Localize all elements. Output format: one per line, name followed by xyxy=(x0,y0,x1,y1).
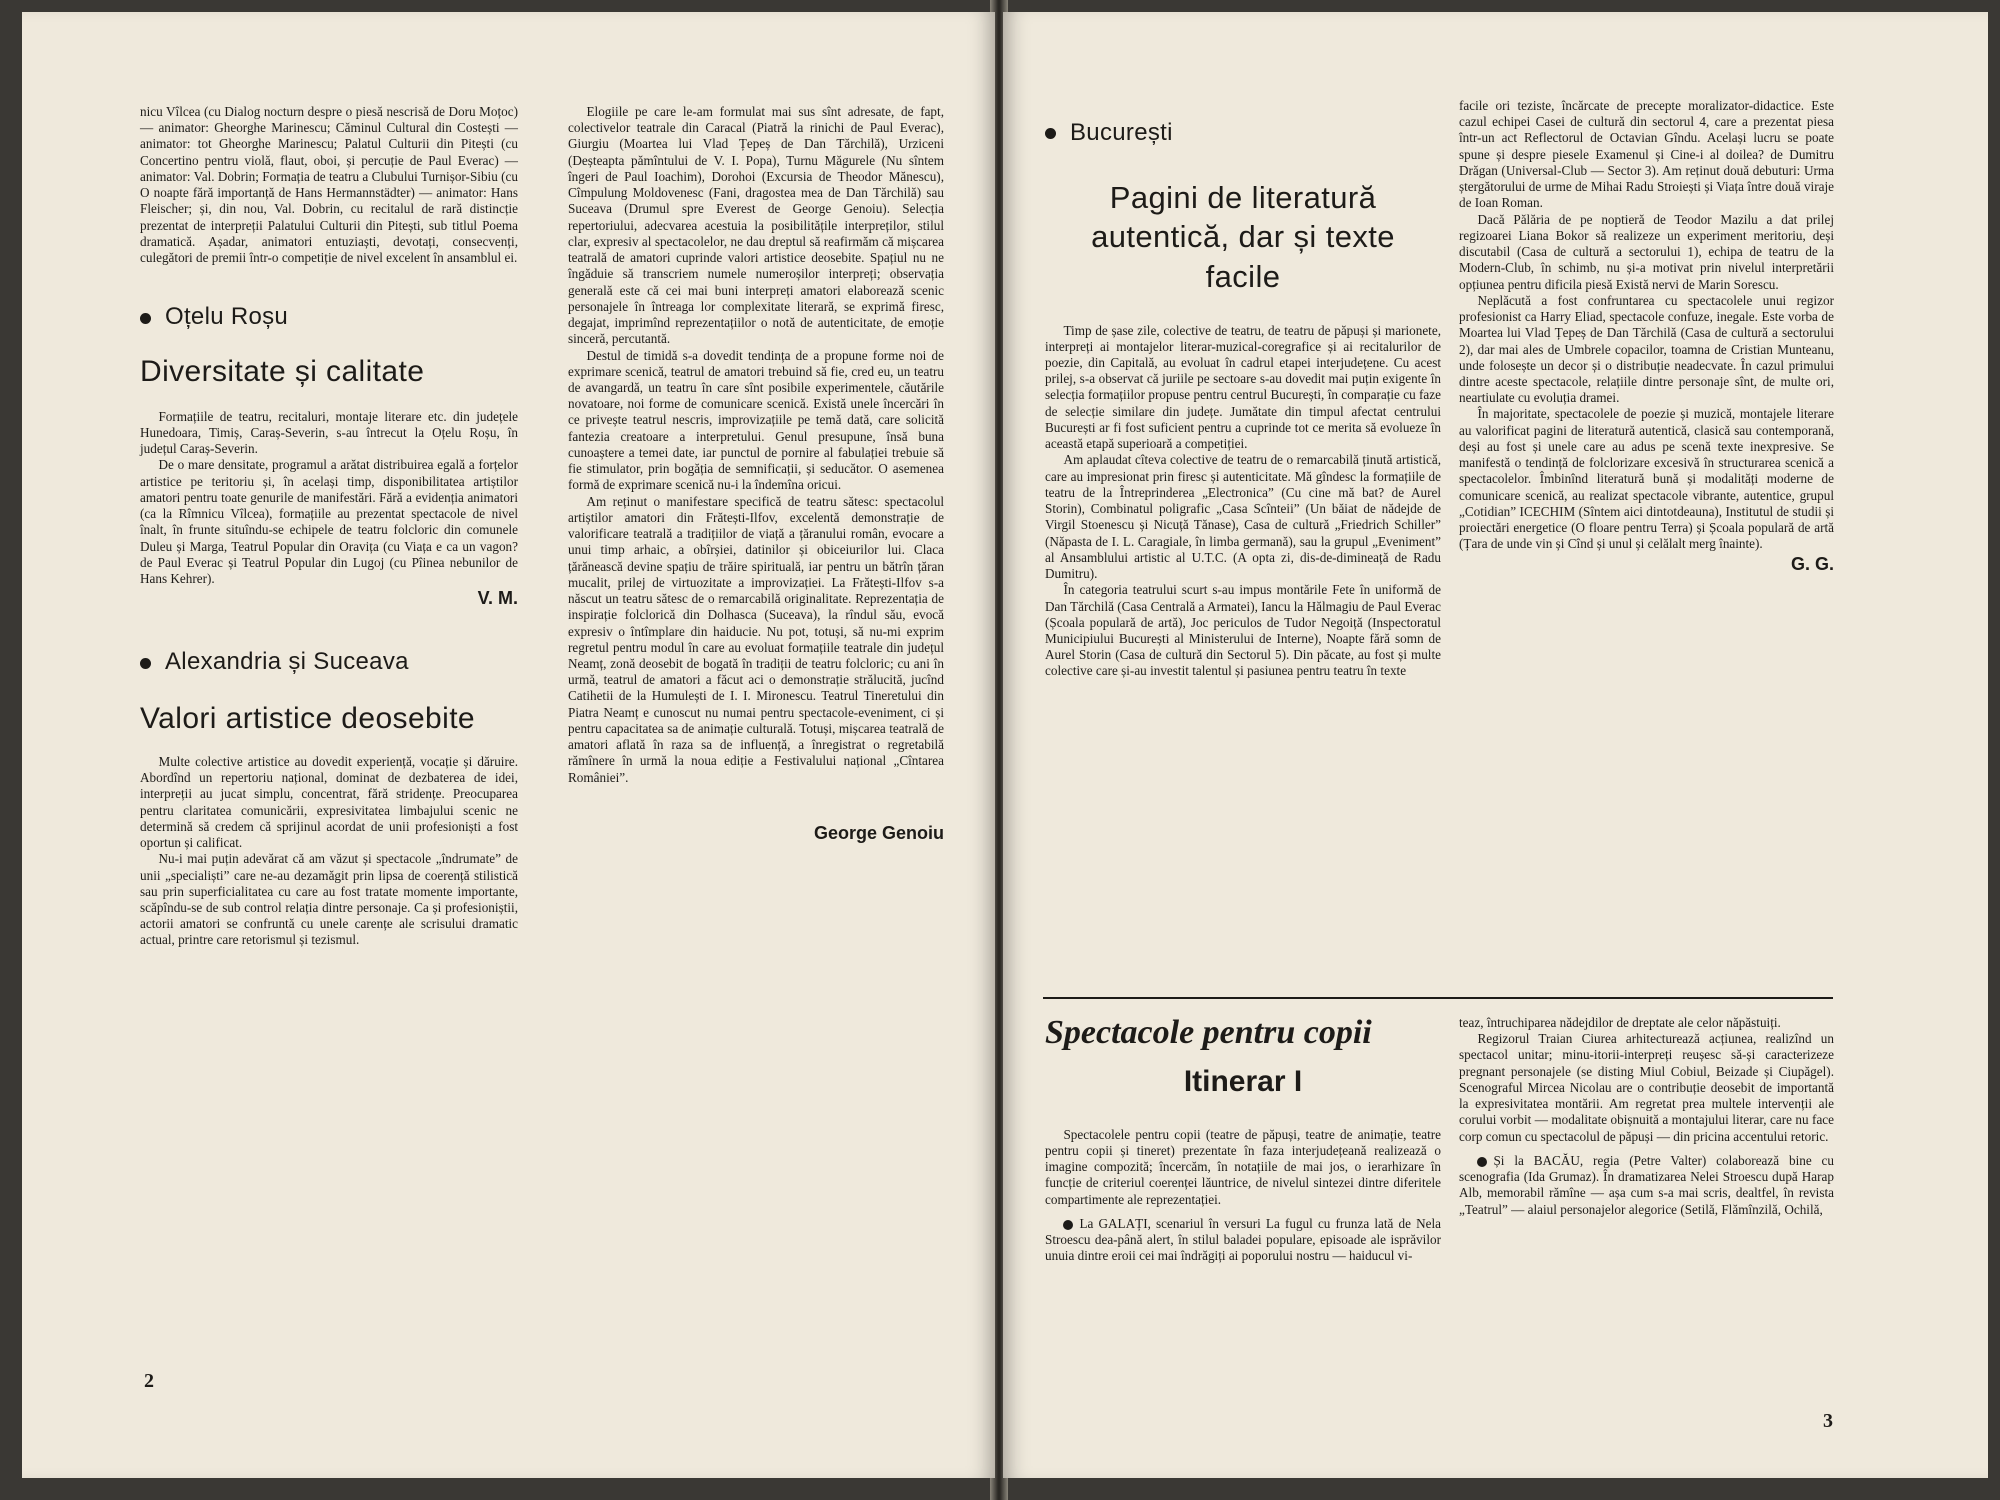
section-head-alexandria-suceava: Alexandria și Suceava xyxy=(140,647,518,677)
bullet-icon xyxy=(140,313,151,324)
paragraph: Elogiile pe care le-am formulat mai sus sînt adresate, de fapt, colectivelor teatrale din Caracal (Piatră la rinichi de Paul Everac), Giurgiu (Moartea lui Vlad Țepeș de Dan Tărchilă), Urziceni (Deșteapta pămîntului de V. I. Popa), Turnu Măgurele (Nu sîntem îngeri de Paul Ioachim), Dorohoi (Excursia de Theodor Mănescu), Cîmpulung Moldovenesc (Fani, dragostea mea de Dan Tărchilă) sau Suceava (Drumul spre Everest de George Genoiu). Selecția repertoriului, adecvarea acestuia la posibilitățile interpreților, stilul clar, expresiv al spectacolelor, ne dau dreptul să reafirmăm că mișcarea teatrală de amatori cuprinde valori artistice deosebite. Spațiul nu ne îngăduie să transcriem numele numeroșilor interpreți; observația generală este că cei mai buni interpreți amatori elaborează scenic personajele în întreaga lor complexitate literară, se exprimă firesc, degajat, imprimînd reprezentațiilor o notă de autenticitate, de emoție sinceră, percutantă. xyxy=(568,104,944,347)
paragraph: Destul de timidă s-a dovedit tendința de a propune forme noi de exprimare scenică, teatrul de amatori trebuind să fie, cred eu, un teatru de avangardă, un teatru în care sînt posibile experimentele, căutările novatoare, noi forme de comunicare scenică. Există unele încercări în ce privește teatrul nescris, improvizațiile pe temă dată, care solicită fantezia creatoare a interpretului. Genul presupune, însă buna cunoaștere a temei date, iar punctul de pornire al fabulației trebuie să fie stimulator, prin bogăția de semnificații, și seducător. O asemenea formă de exprimare scenică nu-i la îndemîna oricui. xyxy=(568,347,944,493)
continued-text: nicu Vîlcea (cu Dialog nocturn despre o piesă nescrisă de Doru Moțoc) — animator: Gheorghe Marinescu; Căminul Cultural din Costești — animator: tot Gheorghe Marinescu; Palatul Culturii din Pitești (cu Concertino pentru violă, flaut, oboi, și percuție de Paul Everac) — animator: Val. Dobrin; Formația de teatru a Clubului Turnișor-Sibiu (cu O noapte fără importanță de Hans Hermannstädter) — animator: Hans Fleischer; și, din nou, Val. Dobrin, cu recitalul de rară distincție prezentat de interpreții Palatului Culturii din Pitești, sub titlul Poema dramatică. Așadar, animatori entuziaști, devotați, consecvenți, culegători de premii într-o competiție de nivel excelent în ansamblul ei. xyxy=(140,104,518,266)
section-divider xyxy=(1043,997,1833,999)
children-column-2 xyxy=(1459,1015,1834,1218)
bullet-icon xyxy=(1063,1220,1073,1230)
page-number: 2 xyxy=(144,1370,154,1392)
bullet-icon xyxy=(1045,128,1056,139)
signature: G. G. xyxy=(1790,553,1834,574)
right-column-1 xyxy=(1045,118,1441,680)
section-head-bucuresti: București xyxy=(1045,118,1441,148)
page-number: 3 xyxy=(1823,1410,1833,1432)
headline-pagini: Pagini de literatură autentică, dar și texte facile xyxy=(1091,179,1395,294)
signature: V. M. xyxy=(477,588,518,609)
headline-spectacole-copii: Spectacole pentru copii xyxy=(1045,1014,1372,1051)
left-column-1 xyxy=(140,104,518,949)
paragraph: În majoritate, spectacolele de poezie și muzică, montajele literare au valorificat pagini de literatură autentică, clasică sau contemporană, deși au fost și unele care au adus pe scenă texte inexpresive. Se manifestă o tendință de folclorizare excesivă în structurarea scenică a spectacolelor. Îmbinînd literatură bună și modalități moderne de comunicare scenică, au realizat spectacole vibrante, autentice, grupul „Cotidian” ICECHIM (Sîntem aici dintotdeauna), Institutul de studii și proiectări energetice (O floare pentru Terra) și Școala populară de artă (Țara de unde vin și Cînd și unul și celălalt merg înainte). xyxy=(1459,406,1834,552)
paragraph: Multe colective artistice au dovedit experiență, vocație și dăruire. Abordînd un repertoriu național, dominat de dezbaterea de idei, interpreții au jucat simplu, concentrat, fără stridențe. Preocuparea pentru claritatea comunicării, expresivitatea limbajului scenic ne determină să credem că sprijinul acordat de unii profesioniști a fost oportun și calificat. xyxy=(140,753,518,851)
bullet-icon xyxy=(140,658,151,669)
right-page xyxy=(1003,12,1988,1478)
paragraph: facile ori teziste, încărcate de precepte moralizator-didactice. Este cazul echipei Casei de cultură din sectorul 4, care a prezentat piesa într-un act Reflectorul de Octavian Gîndu. Același lucru se poate spune și despre piesele Examenul și Cine-i al doilea? de Dumitru Drăgan (Universal-Club — Sector 3). Am reținut două debuturi: Urma ștergătorului de urme de Mihai Radu Stroiești și Viața între două viraje de Ioan Roman. xyxy=(1459,98,1834,211)
left-page xyxy=(22,12,995,1478)
left-column-2 xyxy=(568,104,944,844)
paragraph: De o mare densitate, programul a arătat distribuirea egală a forțelor artistice pe teritoriu și, în același timp, disponibilitatea artiștilor amatori pentru toate genurile de manifestări. Fără a evidenția animatori (ca la Rîmnicu Vîlcea), formațiile au prezentat spectacole de nivel înalt, în frunte situîndu-se echipele de teatru folcloric din comunele Duleu și Marga, Teatrul Popular din Oravița (cu Viața e ca un vagon? de Paul Everac și Teatrul Popular din Lugoj (cu Pîinea nebunilor de Hans Kehrer). xyxy=(140,457,518,587)
paragraph: teaz, întruchiparea nădejdilor de dreptate ale celor năpăstuiți. xyxy=(1459,1015,1781,1030)
paragraph: Nu-i mai puțin adevărat că am văzut și spectacole „îndrumate” de unii „specialiști” care ne-au dezamăgit prin lipsa de coerență stilistică sau prin superficialitatea cu care au fost tratate momente importante, scăpîndu-se de sub control relația dintre personaje. Ca și profesioniștii, actorii amatori se confruntă cu unele carențe ale scrisului dramatic actual, printre care retorismul și tezismul. xyxy=(140,851,518,948)
paragraph: Am reținut o manifestare specifică de teatru sătesc: spectacolul artiștilor amatori din Frătești-Ilfov, excelentă demonstrație de valorificare teatrală a tradițiilor de viață a țăranului român, evocare a unui timp arhaic, a obîrșiei, datinilor și obiceiurilor lui. Claca țărănească devine spațiu de trăire spirituală, iar pentru un bătrîn țăran mucalit, prilej de virtuozitate a improvizației. La Frătești-Ilfov s-a născut un teatru sătesc de o remarcabilă originalitate. Reprezentația de inspirație folclorică din Dolhasca (Suceava), la rîndul său, evocă expresiv o întîmplare din haiducie. Nu pot, totuși, să nu-mi exprim regretul pentru modul în care au evoluat formațiile teatrale din județul Neamț, zonă deosebit de bogată în tradiții de teatru folcloric; cu ani în urmă, teatrul de amatori a făcut aci o demonstrație strălucită, jucînd Catihetii de la Humulești de I. I. Mironescu. Teatrul Tineretului din Piatra Neamț e cunoscut nu numai pentru spectacole-eveniment, ci și pentru capacitatea sa de animație culturală. Totuși, mișcarea teatrală de amatori aflată în raza sa de influență, a înregistrat o regretabilă rămînere în urmă la noua ediție a Festivalului național „Cîntarea României”. xyxy=(568,493,944,785)
paragraph: În categoria teatrului scurt s-au impus montările Fete în uniformă de Dan Tărchilă (Casa Centrală a Armatei), Iancu la Hălmagiu de Paul Everac (Școala populară de artă), Joc periculos de Tudor Negoiță (Inspectoratul Municipiului București al Ministerului de Interne), Noapte fără somn de Aurel Storin (Casa de cultură din Sectorul 5). Din păcate, au fost și multe colective care și-au investit talentul și pasiunea pentru teatru în texte xyxy=(1045,582,1441,679)
headline-diversitate: Diversitate și calitate xyxy=(140,354,425,388)
paragraph: Timp de șase zile, colective de teatru, de teatru de păpuși și marionete, interpreți ai montajelor literar-muzical-coregrafice și ai recitalurilor de poezie, din Capitală, au evoluat în cadrul etapei interjudețene. Cu acest prilej, s-a observat că juriile pe sectoare s-au dovedit mai puțin exigente în selecția formațiilor propuse pentru centrul București, în comparație cu faze de selecție similare din județe. Jumătate din timpul afectat centrului București ar fi fost suficient pentru a cuprinde tot ce merita să evolueze în această etapă superioară a competiției. xyxy=(1045,322,1441,452)
children-column-1 xyxy=(1045,1012,1441,1265)
headline-valori: Valori artistice deosebite xyxy=(140,701,476,735)
paragraph: Regizorul Traian Ciurea arhitecturează acțiunea, realizînd un spectacol unitar; minu-itorii-interpreți reușesc să-și caracterizeze pregnant personajele (se disting Miul Cobiul, Beizade și Ciupăgel). Scenograful Mircea Nicolau are o contribuție deosebit de importantă la expresivitatea montării. Am regretat prea multele intervenții ale corului vorbit — modalitate obișnuită a montajului literar, care nu face corp comun cu spectacolul de păpuși — din pricina accentului retoric. xyxy=(1459,1031,1834,1144)
right-column-2 xyxy=(1459,98,1834,575)
subheadline-itinerar: Itinerar I xyxy=(1183,1064,1303,1098)
paragraph: Spectacolele pentru copii (teatre de păpuși, teatre de animație, teatre pentru copii și tineret) prezentate în faza interjudețeană realizează o imagine compozită; încercăm, în notațiile de mai jos, o ierarhizare în funcție de criteriul coerenței lăuntrice, de nivelul sintezei dintre diferitele compartimente ale reprezentației. xyxy=(1045,1126,1441,1207)
paragraph: Neplăcută a fost confruntarea cu spectacolele unui regizor profesionist ca Harry Eliad, spectacole confuze, inegale. Este vorba de Moartea lui Vlad Țepeș de Dan Tărchilă (Casa de cultură a sectorului 2), dar mai ales de Umbrele copacilor, toamna de Cristian Munteanu, unde folosește un decor și o distribuție neadecvate. În cazul primului dintre aceste spectacole, relațiile dintre personaje sînt, de multe ori, neartiulate cu evoluția dramei. xyxy=(1459,292,1834,406)
paragraph-bacau: Și la BACĂU, regia (Petre Valter) colaborează bine cu scenografia (Ida Grumaz). În dramatizarea Nelei Stroescu după Harap Alb, memorabil rămîne — așa cum s-a mai scris, dealtfel, în revista „Teatrul” — alaiul personajelor alegorice (Setilă, Flămînzilă, Ochilă, xyxy=(1459,1152,1834,1217)
paragraph-galati: La GALAȚI, scenariul în versuri La fugul cu frunza lată de Nela Stroescu dea-până alert, în stilul baladei populare, episoade ale isprăvilor unuia dintre eroii cei mai îndrăgiți ai poporului nostru — haiducul vi- xyxy=(1045,1215,1441,1264)
paragraph: Am aplaudat cîteva colective de teatru de o remarcabilă ținută artistică, care au impresionat prin firesc și autenticitate. Mă gîndesc la formațiile de teatru de la Întreprinderea „Electronica” (Cu cine mă bat? de Aurel Storin), Combinatul poligrafic „Casa Scînteii” (Un băiat de nădejde de Virgil Stoenescu și Nicuță Tănase), Casa de cultură „Friedrich Schiller” (Năpasta de I. L. Caragiale, în limba germană), sau la grupul „Eveniment” al Ansamblului artistic al U.T.C. (A opta zi, dis-de-dimineață de Radu Dumitru). xyxy=(1045,452,1441,582)
paragraph: Formațiile de teatru, recitaluri, montaje literare etc. din județele Hunedoara, Timiș, Caraș-Severin, s-au întrecut la Oțelu Roșu, în județul Caraș-Severin. xyxy=(140,408,518,457)
bullet-icon xyxy=(1477,1157,1487,1167)
signature: George Genoiu xyxy=(813,822,944,843)
paragraph: Dacă Pălăria de pe noptieră de Teodor Mazilu a dat prilej regizoarei Liana Bokor să realizeze un experiment meritoriu, deși discutabil (Casa de cultură a sectorului 1), echipa de teatru de la Modern-Club, în schimb, nu și-a motivat prin nivelul interpretării opțiunea pentru dificila piesă Există nervi de Marin Sorescu. xyxy=(1459,211,1834,292)
section-head-otelu-rosu: Oțelu Roșu xyxy=(140,302,518,332)
